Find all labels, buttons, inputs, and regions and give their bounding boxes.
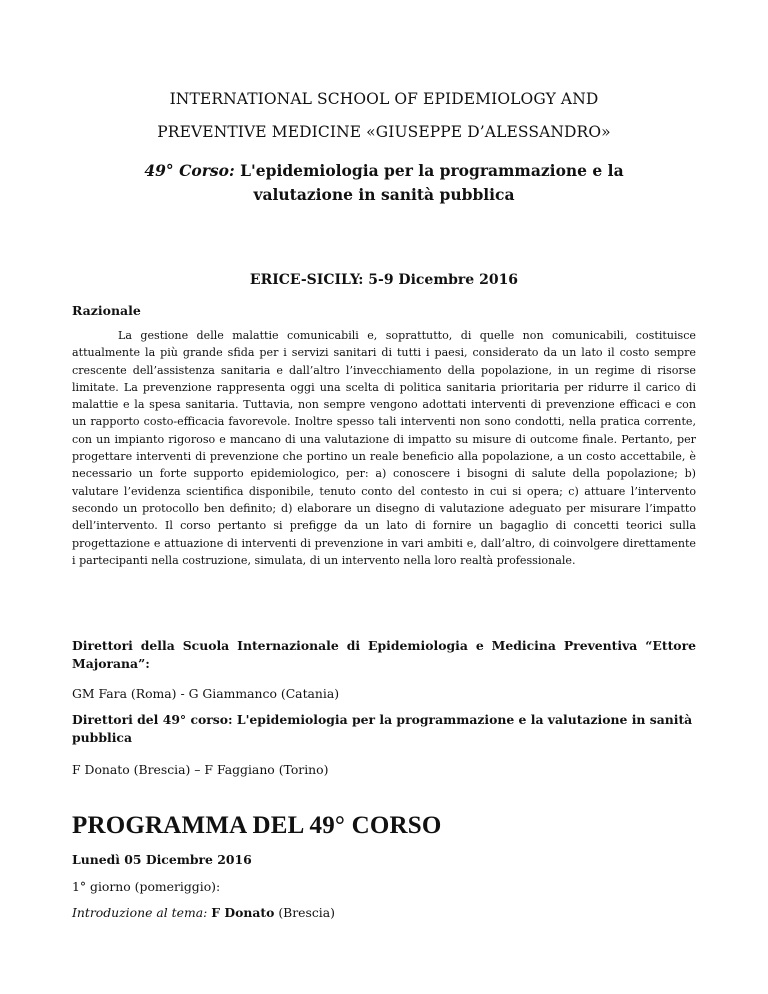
programme-title: PROGRAMMA DEL 49° CORSO [72,812,442,839]
programme-day-part: 1° giorno (pomeriggio): [72,879,221,894]
intro-place: (Brescia) [274,905,335,920]
rationale-heading: Razionale [72,303,141,318]
course-dates: ERICE-SICILY: 5-9 Dicembre 2016 [249,272,519,288]
rationale-text: La gestione delle malattie comunicabili e, soprattutto, di quelle non comunicabili, costituisce attualmente la più grande sfida per i servizi sanitari di tutti i paesi, considerato da un lato il costo sempre crescente dell’assistenza sanitaria e dall’altro l’invecchiamento della popolazione, in un regime di risorse limitate. La prevenzione rappresenta oggi una scelta di politica sanitaria prioritaria per ridurre il carico di malattie e la spesa sanitaria. Tuttavia, non sempre vengono adottati interventi di prevenzione efficaci e con un rapporto costo-efficacia favorevole. Inoltre spesso tali interventi non sono condotti, nella pratica corrente, con un impianto rigoroso e mancano di una valutazione di impatto su misure di outcome finale. Pertanto, per progettare interventi di prevenzione che portino un reale beneficio alla popolazione, a un costo accettabile, è necessario un forte supporto epidemiologico, per: a) conoscere i bisogni di salute della popolazione; b) valutare l’evidenza scientifica disponibile, tenuto conto del contesto in cui si opera; c) attuare l’intervento secondo un protocollo ben definito; d) elaborare un disegno di valutazione adeguato per misurare l’impatto dell’intervento. Il corso pertanto si prefigge da un lato di fornire un bagaglio di concetti teorici sulla progettazione e attuazione di interventi di prevenzione in vari ambiti e, dall’altro, di coinvolgere direttamente i partecipanti nella costruzione, simulata, di un intervento nella loro realtà professionale. [72,329,696,567]
course-number: 49° Corso: [144,161,235,180]
school-directors-names: GM Fara (Roma) - G Giammanco (Catania) [72,686,340,701]
course-title-line1: L'epidemiologia per la programmazione e la [234,161,624,180]
school-directors-heading: Direttori della Scuola Internazionale di Epidemiologia e Medicina Preventiva “Ettore Majorana”: [72,638,696,671]
intro-speaker: F Donato [211,905,275,920]
intro-label: Introduzione al tema: [72,905,208,920]
programme-day: Lunedì 05 Dicembre 2016 [72,852,252,867]
course-title [72,159,696,207]
programme-intro [72,905,335,920]
course-title-line2: valutazione in sanità pubblica [253,185,515,204]
course-directors-heading: Direttori del 49° corso: L'epidemiologia per la programmazione e la valutazione in sanità pubblica [72,712,693,745]
school-title-line1: INTERNATIONAL SCHOOL OF EPIDEMIOLOGY AND [169,90,599,108]
school-title-line2: PREVENTIVE MEDICINE «GIUSEPPE D’ALESSANDRO» [157,123,611,141]
course-directors-names: F Donato (Brescia) – F Faggiano (Torino) [72,762,329,777]
